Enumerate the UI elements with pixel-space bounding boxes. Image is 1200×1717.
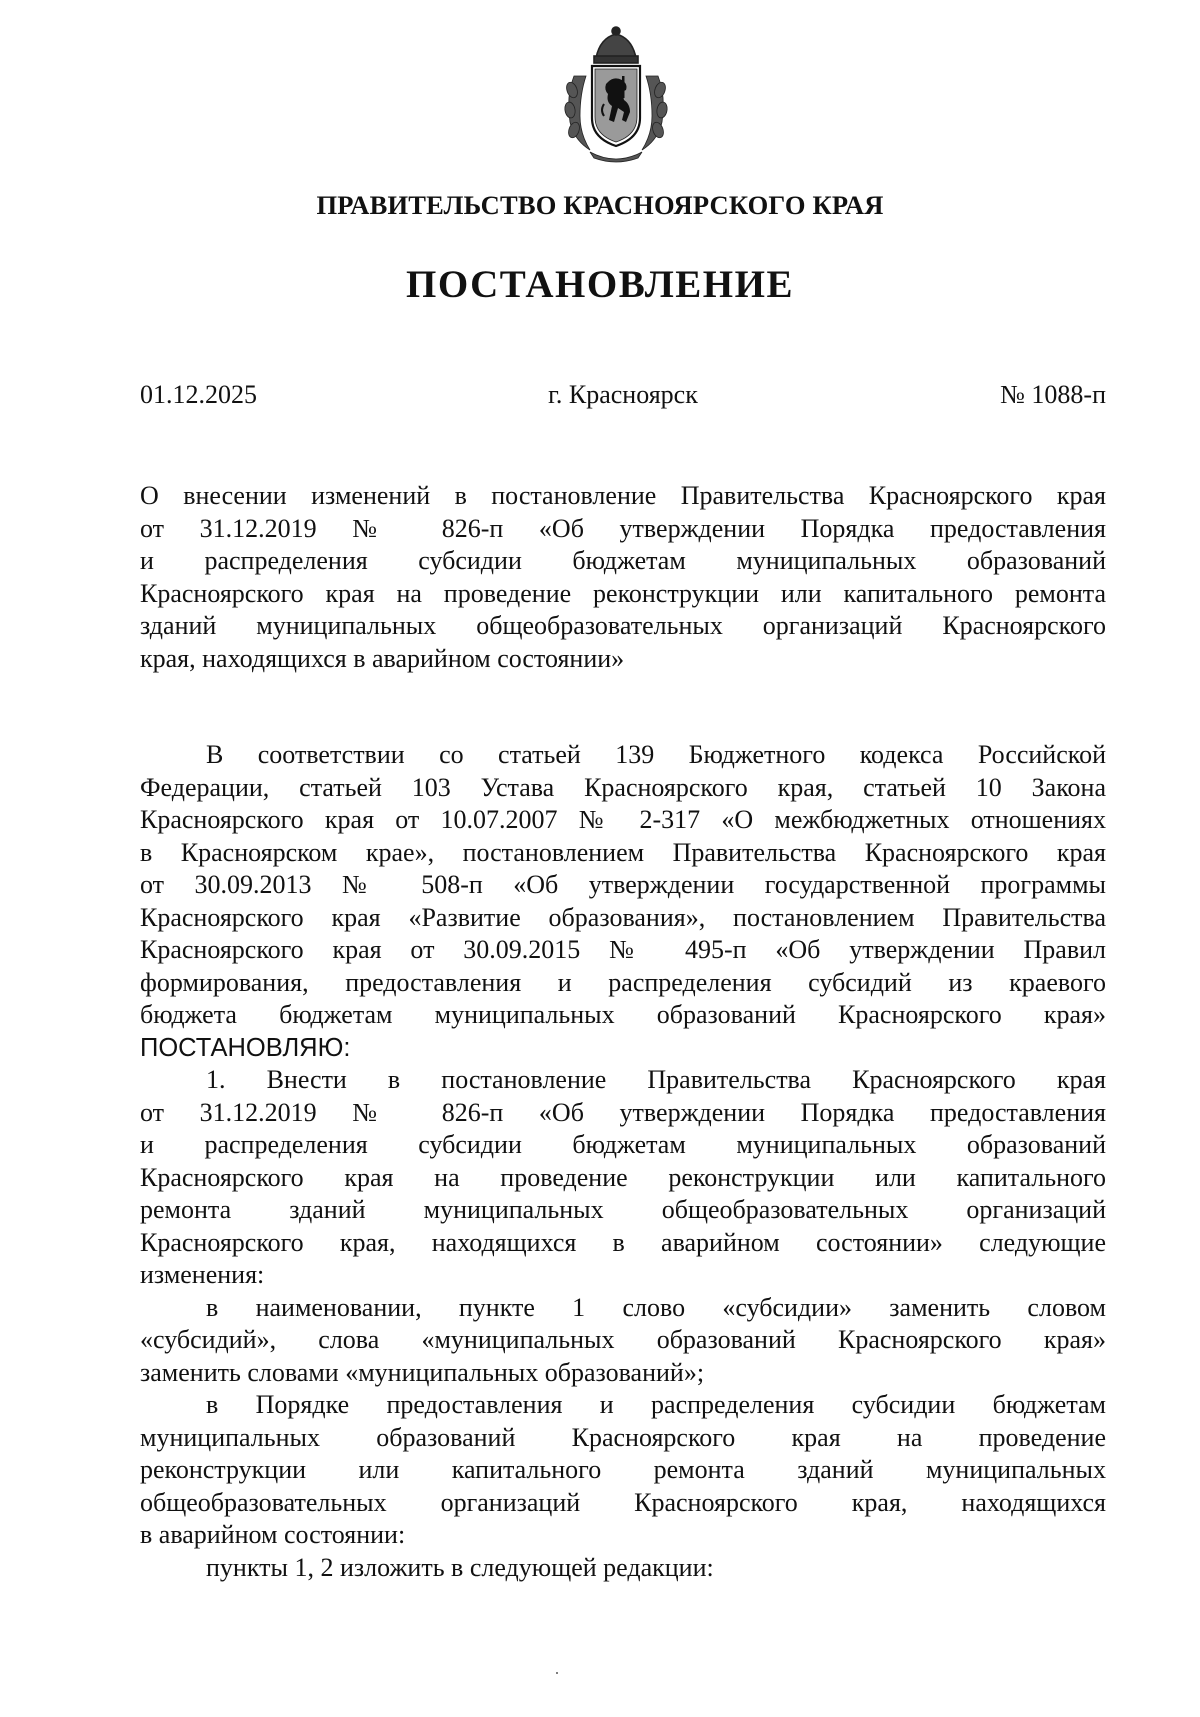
body-line: и распределения субсидии бюджетам муниципальных образований <box>140 1130 1106 1159</box>
organization-name: ПРАВИТЕЛЬСТВО КРАСНОЯРСКОГО КРАЯ <box>316 190 884 220</box>
body-line: общеобразовательных организаций Красноярского края, находящихся <box>140 1487 1106 1517</box>
body-line: Красноярского края от 10.07.2007 № 2-317 «О межбюджетных отношениях <box>140 805 1106 834</box>
document-date: 01.12.2025 <box>140 380 257 409</box>
body-line: Красноярского края, находящихся в аварийном состоянии» следующие <box>140 1227 1106 1257</box>
subject-line: зданий муниципальных общеобразовательных организаций Красноярского <box>140 611 1106 640</box>
subject-line: Красноярского края на проведение реконструкции или капитального ремонта <box>140 578 1106 608</box>
body-line: в наименовании, пункте 1 слово «субсидии» заменить словом <box>206 1292 1106 1322</box>
body-line: в Красноярском крае», постановлением Правительства Красноярского края <box>140 837 1106 867</box>
body-line: изменения: <box>140 1260 265 1289</box>
body-line: «субсидий», слова «муниципальных образований Красноярского края» <box>140 1325 1106 1354</box>
body-line: от 30.09.2013 № 508-п «Об утверждении государственной программы <box>140 870 1106 899</box>
body-line: реконструкции или капитального ремонта зданий муниципальных <box>140 1455 1106 1484</box>
body-line: от 31.12.2019 № 826-п «Об утверждении Порядка предоставления <box>140 1097 1106 1127</box>
subject-line: от 31.12.2019 № 826-п «Об утверждении Порядка предоставления <box>140 513 1106 543</box>
body-line: бюджета бюджетам муниципальных образований Красноярского края» <box>140 1000 1106 1029</box>
document-city: г. Красноярск <box>548 380 698 409</box>
body-line: в Порядке предоставления и распределения субсидии бюджетам <box>206 1390 1106 1419</box>
document-subject <box>140 480 1106 675</box>
body-line: ремонта зданий муниципальных общеобразовательных организаций <box>140 1195 1106 1224</box>
resolution-keyword: ПОСТАНОВЛЯЮ: <box>140 1033 351 1062</box>
subject-line: и распределения субсидии бюджетам муниципальных образований <box>140 546 1106 575</box>
body-line: 1. Внести в постановление Правительства Красноярского края <box>206 1065 1106 1094</box>
body-line: Федерации, статьей 103 Устава Красноярского края, статьей 10 Закона <box>140 772 1106 802</box>
body-line: Красноярского края «Развитие образования», постановлением Правительства <box>140 902 1106 932</box>
subject-line: края, находящихся в аварийном состоянии» <box>140 643 625 673</box>
body-line: В соответствии со статьей 139 Бюджетного кодекса Российской <box>206 740 1106 769</box>
document-number: № 1088-п <box>1000 380 1106 409</box>
document-body <box>140 739 1106 1584</box>
subject-line: О внесении изменений в постановление Правительства Красноярского края <box>140 481 1106 510</box>
document-meta <box>140 380 1106 414</box>
body-line: в аварийном состоянии: <box>140 1520 406 1549</box>
body-line: пункты 1, 2 изложить в следующей редакции: <box>206 1552 714 1582</box>
body-line: заменить словами «муниципальных образований»; <box>140 1357 705 1387</box>
body-line: Красноярского края на проведение реконструкции или капитального <box>140 1162 1106 1192</box>
scan-speck <box>556 1672 558 1674</box>
body-line: формирования, предоставления и распределения субсидий из краевого <box>140 967 1106 997</box>
document-type-title: ПОСТАНОВЛЕНИЕ <box>405 263 794 306</box>
coat-of-arms-icon <box>560 24 672 164</box>
body-line: муниципальных образований Красноярского края на проведение <box>140 1422 1106 1452</box>
body-line: Красноярского края от 30.09.2015 № 495-п «Об утверждении Правил <box>140 935 1106 964</box>
